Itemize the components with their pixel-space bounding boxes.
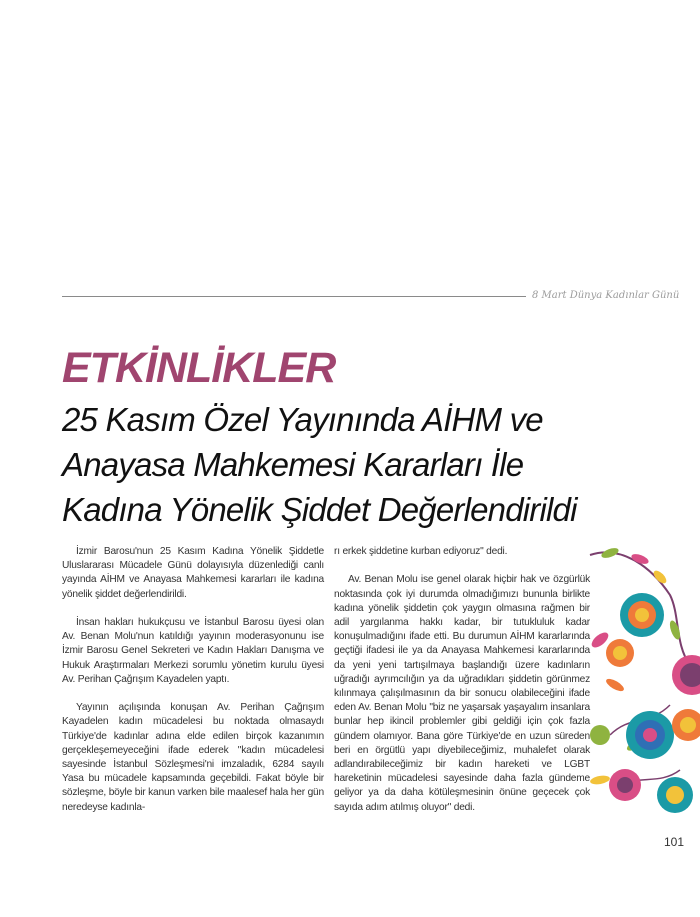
page-number: 101 [664,835,685,849]
headline-line: Kadına Yönelik Şiddet Değerlendirildi [62,491,577,528]
paragraph: Av. Benan Molu ise genel olarak hiçbir hak ve özgürlük noktasında çok iyi durumda olmadığımızı bununla birlikte kadına yönelik şiddetin çok yaygın olmasına rağmen bir adil yargılanma hakkı kadar, bir tutukluluk kadar konuşulmadığını ifade etti. Bu durumun AİHM kararlarında geçtiği ifadesi ile ya da Anayasa Mahkemesi kararlarında da yeni yeni tartışılmaya başlandığı üzere kadınların uğradığı ayrımcılığın ya da uğradıkları şiddetin görünmez kılınmaya çalışılmasının da bir sonucu olabileceğini ifade eden Av. Benan Molu "biz ne yaşarsak yaşayalım insanlara bunlar hep ikincil problemler gibi geldiği için çok fazla gündem olamıyor. Bana göre Türkiye'de en uzun süreden beri en örgütlü yapı diyebileceğimiz, muhalefet olarak adlandırabileceğimiz bir kadın hareketi ve LGBT hareketinin mücadelesi sayesinde daha fazla gündeme geliyor ya da daha kötüleşmesinin önüne geçecek çok sayıda adım atılmış oluyor" dedi. [334,574,590,813]
article-headline [62,397,700,532]
running-head: 8 Mart Dünya Kadınlar Günü [532,290,680,301]
body-column-right [334,545,590,829]
paragraph: rı erkek şiddetine kurban ediyoruz" dedi. [334,546,508,557]
paragraph: Yayının açılışında konuşan Av. Perihan Çağrışım Kayadelen kadın mücadelesi bu noktada olmasaydı Türkiye'de kadınlar adına elde edilen birçok kazanımın gerçekleşemeyeceğini ifade ederek "kadın mücadelesi sayesinde İstanbul Sözleşmesi'ni imzaladık, 6284 sayılı Yasa bu mücadele kapsamında geçebildi. Fakat böyle bir sözleşme, böyle bir kanun varken bile maalesef hala her gün neredeyse kadınla- [62,702,324,813]
headline-line: Anayasa Mahkemesi Kararları İle [62,446,524,483]
paragraph: İzmir Barosu'nun 25 Kasım Kadına Yönelik Şiddetle Uluslararası Mücadele Günü dolayısıyla düzenlediği canlı yayında AİHM ve Anayasa Mahkemesi kararları ile kadına yönelik şiddet değerlendirildi. [62,546,324,600]
paragraph: İnsan hakları hukukçusu ve İstanbul Barosu üyesi olan Av. Benan Molu'nun katıldığı yayının moderasyonunu ise İzmir Barosu Genel Sekreteri ve Kadın Hakları Danışma ve Hukuk Araştırmaları Merkezi sorumlu yönetim kurulu üyesi Av. Perihan Çağrışım Kayadelen yaptı. [62,617,324,685]
header-rule [62,296,526,297]
section-title: ETKİNLİKLER [62,344,336,392]
body-column-left [62,545,324,829]
headline-line: 25 Kasım Özel Yayınında AİHM ve [62,401,543,438]
floral-illustration [580,535,700,835]
